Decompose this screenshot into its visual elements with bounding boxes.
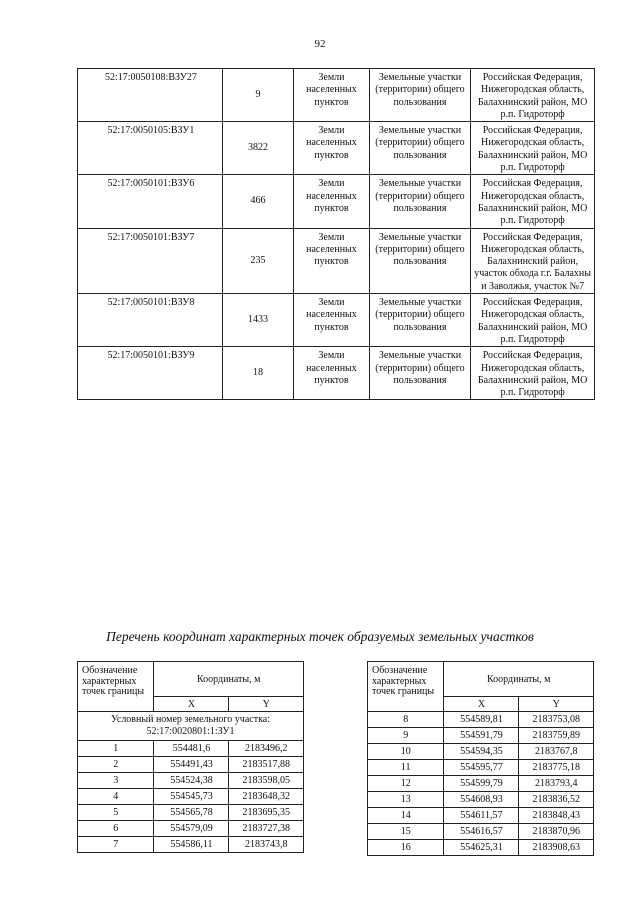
coordinates-table-right <box>367 661 594 856</box>
parcel-use: Земельные участки (территории) общего пользования <box>369 175 471 228</box>
parcel-address: Российская Федерация, Нижегородская область, Балахнинский район, МО р.п. Гидроторф <box>471 347 595 400</box>
point-number: 16 <box>368 840 444 856</box>
point-number: 9 <box>368 728 444 744</box>
parcel-id: 52:17:0050101:ВЗУ6 <box>78 175 223 228</box>
parcel-area: 9 <box>222 69 293 122</box>
parcel-area: 3822 <box>222 122 293 175</box>
x-header: X <box>154 697 229 712</box>
coordinate-row <box>368 760 594 776</box>
coords-header: Координаты, м <box>444 662 594 697</box>
coordinate-row <box>368 808 594 824</box>
parcel-category: Земли населенных пунктов <box>294 69 369 122</box>
coordinate-row <box>78 757 304 773</box>
y-value: 2183848,43 <box>519 808 594 824</box>
coordinate-row <box>368 728 594 744</box>
parcel-address: Российская Федерация, Нижегородская область, Балахнинский район, МО р.п. Гидроторф <box>471 122 595 175</box>
parcel-row <box>78 347 595 400</box>
y-value: 2183743,8 <box>229 837 304 853</box>
parcel-id: 52:17:0050101:ВЗУ8 <box>78 294 223 347</box>
parcel-category: Земли населенных пунктов <box>294 122 369 175</box>
y-value: 2183648,32 <box>229 789 304 805</box>
parcel-use: Земельные участки (территории) общего пользования <box>369 122 471 175</box>
x-value: 554616,57 <box>444 824 519 840</box>
y-value: 2183496,2 <box>229 741 304 757</box>
x-value: 554579,09 <box>154 821 229 837</box>
parcel-category: Земли населенных пунктов <box>294 228 369 293</box>
point-number: 15 <box>368 824 444 840</box>
parcel-area: 466 <box>222 175 293 228</box>
point-number: 4 <box>78 789 154 805</box>
x-value: 554586,11 <box>154 837 229 853</box>
x-value: 554565,78 <box>154 805 229 821</box>
coordinate-row <box>368 824 594 840</box>
parcel-id: 52:17:0050105:ВЗУ1 <box>78 122 223 175</box>
parcel-row <box>78 122 595 175</box>
point-header: Обозначение характерных точек границы <box>368 662 444 712</box>
point-number: 2 <box>78 757 154 773</box>
y-value: 2183517,88 <box>229 757 304 773</box>
point-header: Обозначение характерных точек границы <box>78 662 154 712</box>
x-value: 554595,77 <box>444 760 519 776</box>
coordinate-row <box>368 840 594 856</box>
coords-header: Координаты, м <box>154 662 304 697</box>
x-header: X <box>444 697 519 712</box>
y-header: Y <box>229 697 304 712</box>
coordinate-row <box>368 744 594 760</box>
parcel-caption: Условный номер земельного участка: 52:17:0020801:1:ЗУ1 <box>78 712 304 741</box>
y-value: 2183908,63 <box>519 840 594 856</box>
parcel-address: Российская Федерация, Нижегородская область, Балахнинский район, МО р.п. Гидроторф <box>471 294 595 347</box>
y-value: 2183870,96 <box>519 824 594 840</box>
point-number: 3 <box>78 773 154 789</box>
point-number: 14 <box>368 808 444 824</box>
parcel-category: Земли населенных пунктов <box>294 294 369 347</box>
parcel-category: Земли населенных пунктов <box>294 175 369 228</box>
y-value: 2183775,18 <box>519 760 594 776</box>
x-value: 554599,79 <box>444 776 519 792</box>
x-value: 554524,38 <box>154 773 229 789</box>
y-value: 2183753,08 <box>519 712 594 728</box>
coordinate-row <box>368 792 594 808</box>
parcel-address: Российская Федерация, Нижегородская область, Балахнинский район, участок обхода г.г. Балахны и Заволжья, участок №7 <box>471 228 595 293</box>
y-value: 2183759,89 <box>519 728 594 744</box>
parcel-row <box>78 228 595 293</box>
parcel-id: 52:17:0050101:ВЗУ9 <box>78 347 223 400</box>
x-value: 554608,93 <box>444 792 519 808</box>
point-number: 8 <box>368 712 444 728</box>
x-value: 554611,57 <box>444 808 519 824</box>
point-number: 12 <box>368 776 444 792</box>
coordinate-row <box>78 773 304 789</box>
parcel-address: Российская Федерация, Нижегородская область, Балахнинский район, МО р.п. Гидроторф <box>471 69 595 122</box>
parcel-row <box>78 294 595 347</box>
section-title: Перечень координат характерных точек образуемых земельных участков <box>106 629 534 644</box>
page-number: 92 <box>314 38 326 50</box>
x-value: 554545,73 <box>154 789 229 805</box>
parcel-use: Земельные участки (территории) общего пользования <box>369 294 471 347</box>
point-number: 10 <box>368 744 444 760</box>
y-value: 2183727,38 <box>229 821 304 837</box>
coordinate-row <box>78 821 304 837</box>
parcel-id: 52:17:0050108:ВЗУ27 <box>78 69 223 122</box>
coordinate-row <box>368 776 594 792</box>
parcel-use: Земельные участки (территории) общего пользования <box>369 69 471 122</box>
parcels-table <box>77 68 595 400</box>
coordinate-row <box>78 741 304 757</box>
parcel-category: Земли населенных пунктов <box>294 347 369 400</box>
x-value: 554481,6 <box>154 741 229 757</box>
y-header: Y <box>519 697 594 712</box>
point-number: 5 <box>78 805 154 821</box>
x-value: 554491,43 <box>154 757 229 773</box>
point-number: 13 <box>368 792 444 808</box>
coordinate-row <box>78 837 304 853</box>
parcel-use: Земельные участки (территории) общего пользования <box>369 228 471 293</box>
y-value: 2183767,8 <box>519 744 594 760</box>
y-value: 2183695,35 <box>229 805 304 821</box>
parcel-address: Российская Федерация, Нижегородская область, Балахнинский район, МО р.п. Гидроторф <box>471 175 595 228</box>
x-value: 554594,35 <box>444 744 519 760</box>
x-value: 554589,81 <box>444 712 519 728</box>
parcel-area: 1433 <box>222 294 293 347</box>
point-number: 11 <box>368 760 444 776</box>
y-value: 2183836,52 <box>519 792 594 808</box>
point-number: 7 <box>78 837 154 853</box>
parcel-row <box>78 69 595 122</box>
y-value: 2183793,4 <box>519 776 594 792</box>
parcel-row <box>78 175 595 228</box>
coordinate-row <box>78 789 304 805</box>
x-value: 554591,79 <box>444 728 519 744</box>
parcel-area: 18 <box>222 347 293 400</box>
y-value: 2183598,05 <box>229 773 304 789</box>
parcel-area: 235 <box>222 228 293 293</box>
coordinate-row <box>78 805 304 821</box>
point-number: 6 <box>78 821 154 837</box>
coordinates-table-left <box>77 661 304 853</box>
parcel-id: 52:17:0050101:ВЗУ7 <box>78 228 223 293</box>
parcel-use: Земельные участки (территории) общего пользования <box>369 347 471 400</box>
point-number: 1 <box>78 741 154 757</box>
coordinate-row <box>368 712 594 728</box>
x-value: 554625,31 <box>444 840 519 856</box>
